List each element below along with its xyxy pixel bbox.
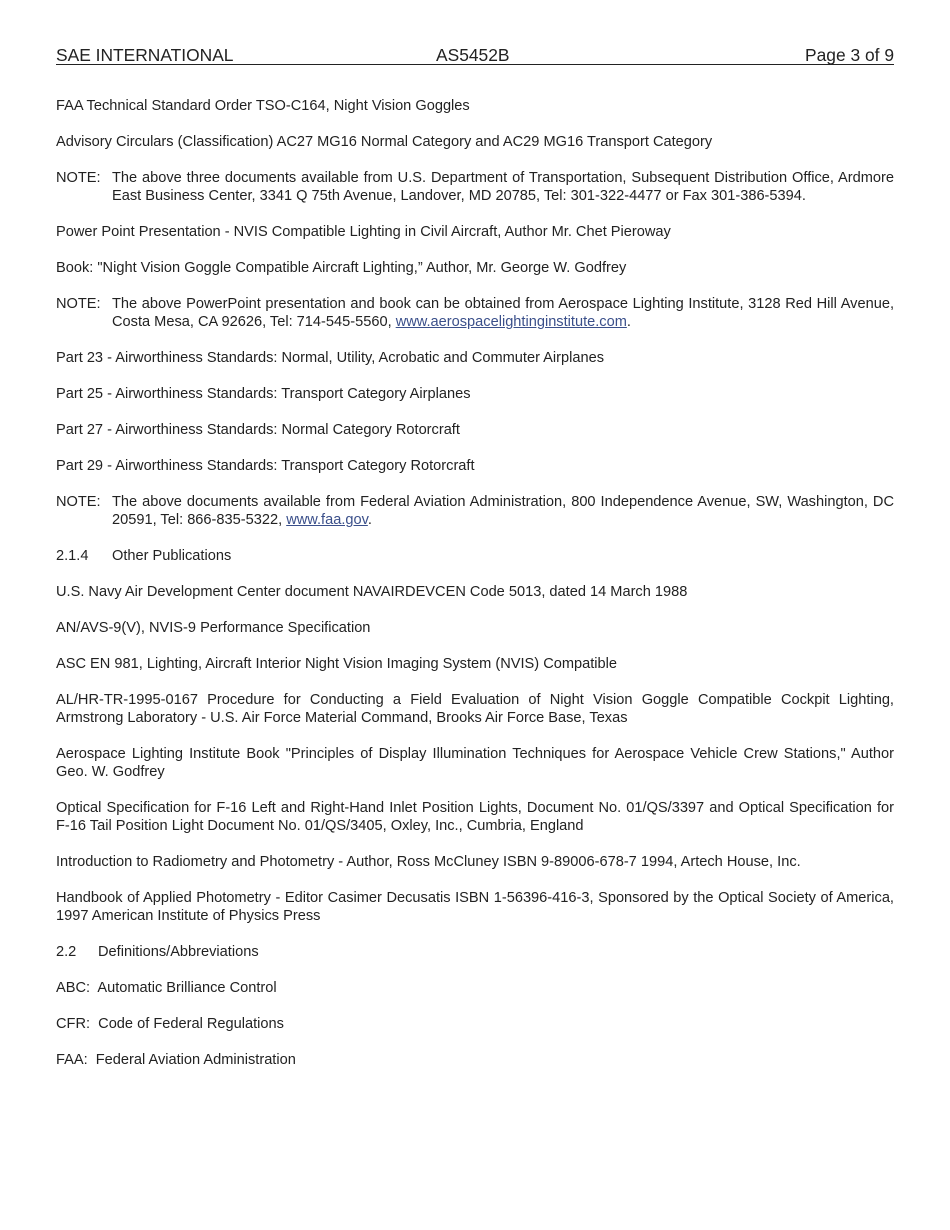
note-dot-availability xyxy=(56,169,894,205)
reference-part-25: Part 25 - Airworthiness Standards: Transport Category Airplanes xyxy=(56,386,471,402)
reference-an-avs-9: AN/AVS-9(V), NVIS-9 Performance Specification xyxy=(56,620,371,636)
reference-f16-optical-spec: Optical Specification for F-16 Left and Right-Hand Inlet Position Lights, Document No. 01/QS/3397 and Optical Specification for F-16 Tail Position Light Document No. 01/QS/3405, Oxley, Inc., Cumbria, England xyxy=(56,800,894,834)
note-ali-availability xyxy=(56,295,894,331)
reference-photometry-handbook: Handbook of Applied Photometry - Editor Casimer Decusatis ISBN 1-56396-416-3, Sponsored by the Optical Society of America, 1997 American Institute of Physics Press xyxy=(56,890,894,924)
reference-advisory-circulars: Advisory Circulars (Classification) AC27 MG16 Normal Category and AC29 MG16 Transport Category xyxy=(56,134,713,150)
section-title: Definitions/Abbreviations xyxy=(98,944,259,960)
aerospace-lighting-institute-link[interactable]: www.aerospacelightinginstitute.com xyxy=(395,314,627,330)
header-document-number: AS5452B xyxy=(436,45,510,65)
reference-al-hr-tr: AL/HR-TR-1995-0167 Procedure for Conducting a Field Evaluation of Night Vision Goggle Compatible Cockpit Lighting, Armstrong Laboratory - U.S. Air Force Material Command, Brooks Air Force Base, Texas xyxy=(56,692,894,726)
reference-radiometry: Introduction to Radiometry and Photometry - Author, Ross McCluney ISBN 9-89006-678-7 1994, Artech House, Inc. xyxy=(56,854,801,870)
section-number: 2.1.4 xyxy=(56,548,89,564)
note-label: NOTE: xyxy=(56,170,101,186)
reference-navairdevcen: U.S. Navy Air Development Center document NAVAIRDEVCEN Code 5013, dated 14 March 1988 xyxy=(56,584,688,600)
section-heading-2-1-4 xyxy=(56,547,894,565)
note-body: The above PowerPoint presentation and book can be obtained from Aerospace Lighting Institute, 3128 Red Hill Avenue, Costa Mesa, CA 92626, Tel: 714-545-5560, xyxy=(112,296,894,330)
reference-tso-c164: FAA Technical Standard Order TSO-C164, Night Vision Goggles xyxy=(56,98,470,114)
note-text xyxy=(112,493,894,529)
reference-asc-en-981: ASC EN 981, Lighting, Aircraft Interior Night Vision Imaging System (NVIS) Compatible xyxy=(56,656,618,672)
note-label: NOTE: xyxy=(56,494,101,510)
section-title: Other Publications xyxy=(112,548,232,564)
note-text: The above three documents available from U.S. Department of Transportation, Subsequent Distribution Office, Ardmore East Business Center, 3341 Q 75th Avenue, Landover, MD 20785, Tel: 301-322-4477 or Fax 301-386-5394. xyxy=(112,170,894,204)
header-page-number: Page 3 of 9 xyxy=(805,45,894,65)
reference-powerpoint: Power Point Presentation - NVIS Compatible Lighting in Civil Aircraft, Author Mr. Chet Pieroway xyxy=(56,224,671,240)
definition-abc: ABC: Automatic Brilliance Control xyxy=(56,980,277,996)
reference-book-godfrey: Book: "Night Vision Goggle Compatible Aircraft Lighting,” Author, Mr. George W. Godfrey xyxy=(56,260,627,276)
page-header xyxy=(56,44,894,65)
note-period: . xyxy=(367,512,372,528)
reference-part-27: Part 27 - Airworthiness Standards: Normal Category Rotorcraft xyxy=(56,422,460,438)
note-label: NOTE: xyxy=(56,296,101,312)
section-heading-2-2 xyxy=(56,943,894,961)
reference-part-23: Part 23 - Airworthiness Standards: Normal, Utility, Acrobatic and Commuter Airplanes xyxy=(56,350,605,366)
reference-part-29: Part 29 - Airworthiness Standards: Transport Category Rotorcraft xyxy=(56,458,475,474)
definition-faa: FAA: Federal Aviation Administration xyxy=(56,1052,296,1068)
definition-cfr: CFR: Code of Federal Regulations xyxy=(56,1016,284,1032)
note-body: The above documents available from Federal Aviation Administration, 800 Independence Avenue, SW, Washington, DC 20591, Tel: 866-835-5322, xyxy=(112,494,894,528)
document-body xyxy=(56,97,894,1087)
header-organization: SAE INTERNATIONAL xyxy=(56,45,234,65)
note-period: . xyxy=(626,314,631,330)
note-text xyxy=(112,295,894,331)
note-faa-availability xyxy=(56,493,894,529)
section-number: 2.2 xyxy=(56,944,77,960)
reference-ali-book: Aerospace Lighting Institute Book "Principles of Display Illumination Techniques for Aerospace Vehicle Crew Stations," Author Geo. W. Godfrey xyxy=(56,746,894,780)
faa-gov-link[interactable]: www.faa.gov xyxy=(286,512,368,528)
